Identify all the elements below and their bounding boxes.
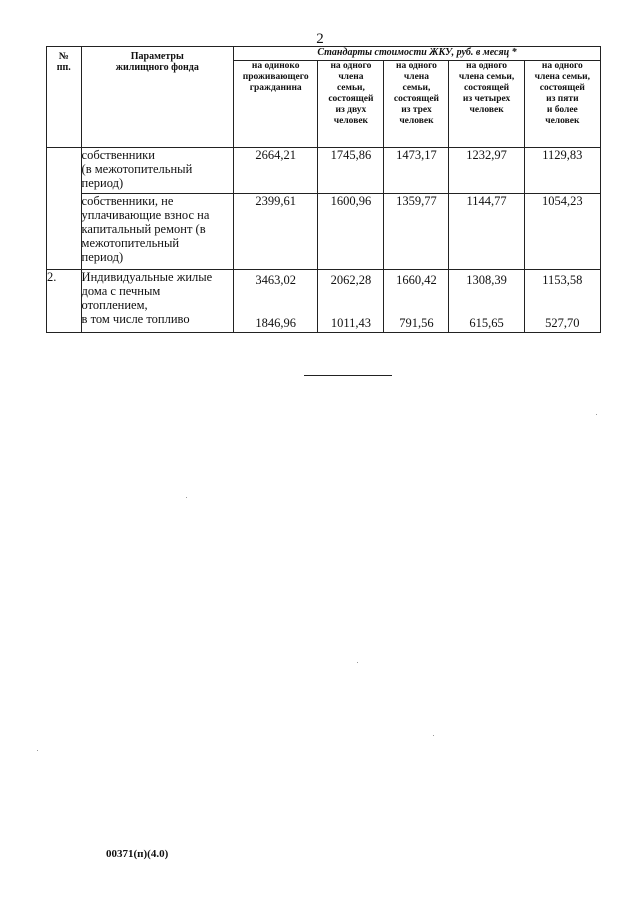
scan-speck [186,497,187,498]
scan-speck [37,750,38,751]
value-cell: 1473,17 [384,148,449,194]
header-family-of-three: на одного члена семьи, состоящей из трех человек [384,61,449,148]
value-cell [318,270,384,333]
page-number: 2 [316,31,324,47]
total-value: 1308,39 [466,273,507,287]
value-cell: 1054,23 [524,194,600,270]
header-single-resident: на одиноко проживающего гражданина [234,61,318,148]
value-cell: 1144,77 [449,194,524,270]
header-standards-group: Стандарты стоимости ЖКУ, руб. в месяц * [234,47,601,61]
header-family-of-four: на одного члена семьи, состоящей из четырех человек [449,61,524,148]
fuel-value: 1846,96 [255,316,296,330]
value-cell: 2664,21 [234,148,318,194]
value-cell: 1600,96 [318,194,384,270]
fuel-value: 527,70 [545,316,580,330]
total-value: 2062,28 [330,273,372,287]
scan-speck [596,414,597,415]
fuel-value: 1011,43 [330,316,371,330]
value-cell [384,270,449,333]
value-cell [234,270,318,333]
header-family-of-five-plus: на одного члена семьи, состоящей из пяти и более человек [524,61,600,148]
total-value: 1660,42 [396,273,437,287]
value-cell: 1359,77 [384,194,449,270]
row-parameter: собственники (в межотопительный период) [81,148,233,194]
value-cell [449,270,524,333]
housing-cost-standards-table [46,46,601,333]
header-family-of-two: на одного члена семьи, состоящей из двух человек [318,61,384,148]
value-cell: 1232,97 [449,148,524,194]
row-number-cell: 2. [47,270,82,333]
header-parameters: Параметры жилищного фонда [81,47,233,148]
document-code: 00371(п)(4.0) [106,848,169,860]
table-row [47,194,601,270]
header-number: № пп. [47,47,82,148]
total-value: 1153,58 [542,273,583,287]
row-parameter: собственники, не уплачивающие взнос на капитальный ремонт (в межотопительный период) [81,194,233,270]
value-cell: 1745,86 [318,148,384,194]
scan-speck [433,735,434,736]
fuel-value: 615,65 [469,316,504,330]
value-cell: 1129,83 [524,148,600,194]
total-value: 3463,02 [255,273,296,287]
value-cell: 2399,61 [234,194,318,270]
row-parameter: Индивидуальные жилые дома с печным отоплением, в том числе топливо [81,270,233,333]
scan-speck [357,662,358,663]
fuel-value: 791,56 [399,316,434,330]
separator-line [304,375,392,376]
value-cell [524,270,600,333]
table-row [47,148,601,194]
table-row [47,270,601,333]
row-number-cell [47,148,82,270]
